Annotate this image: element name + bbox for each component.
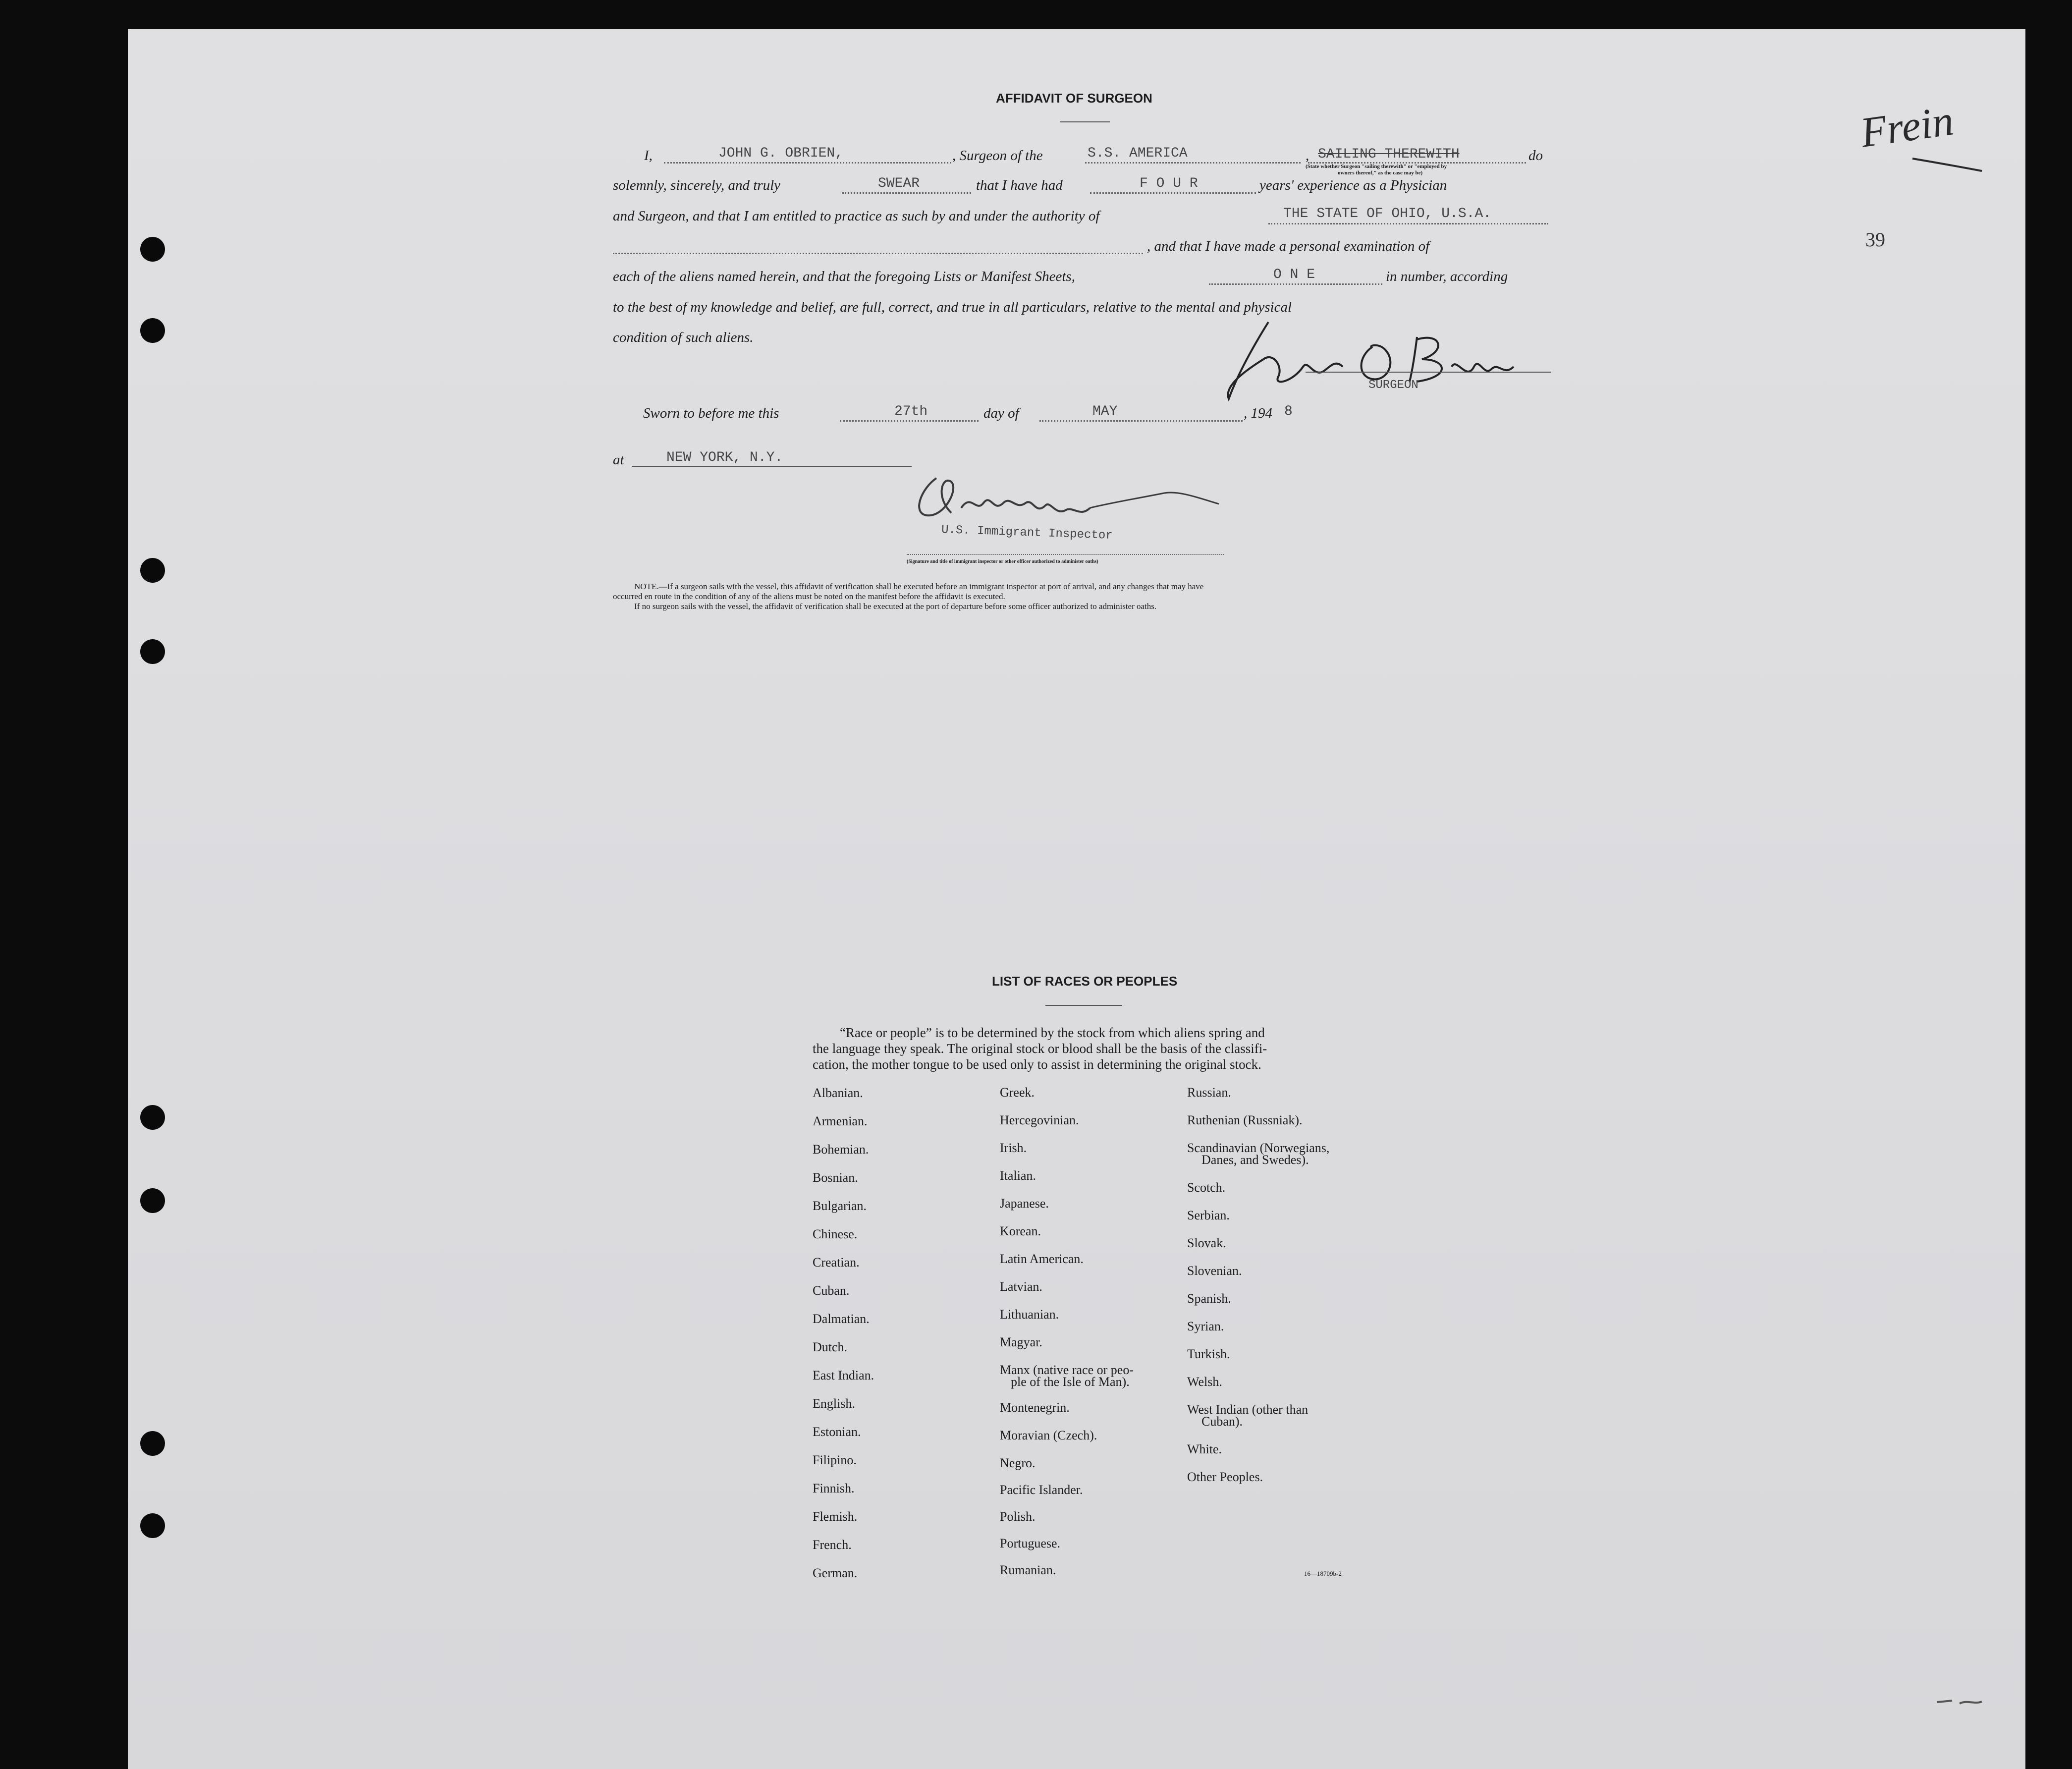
race-west-indian: West Indian (other than (1187, 1402, 1309, 1417)
document-page (128, 29, 2025, 1769)
inspector-line (907, 554, 1224, 555)
note-line-1: NOTE.—If a surgeon sails with the vessel, this affidavit of verification shall be executed before an immigrant inspector at port of arrival, and any changes that may have (634, 582, 1204, 591)
form-number: 16—18709b-2 (1304, 1570, 1342, 1577)
sheets-line (1209, 283, 1382, 285)
race-scandinavian-cont: Danes, and Swedes). (1201, 1153, 1309, 1167)
race-other-peoples: Other Peoples. (1187, 1470, 1263, 1484)
races-intro-3: cation, the mother tongue to be used only to assist in determining the original stock. (813, 1057, 1261, 1072)
sworn-month-line (1039, 420, 1243, 422)
sworn-text-b: day of (983, 405, 1019, 421)
authority-line-2 (613, 253, 1143, 254)
race-west-indian-cont: Cuban). (1201, 1414, 1243, 1429)
surgeon-signature (1209, 312, 1536, 406)
race-moravian: Moravian (Czech). (1000, 1428, 1097, 1442)
binder-hole (140, 558, 165, 583)
line1-i: I, (644, 148, 653, 164)
race-dalmatian: Dalmatian. (813, 1312, 870, 1326)
affidavit-title: AFFIDAVIT OF SURGEON (996, 91, 1152, 106)
binder-hole (140, 1105, 165, 1130)
race-slovenian: Slovenian. (1187, 1264, 1242, 1278)
race-russian: Russian. (1187, 1085, 1231, 1100)
surgeon-label: SURGEON (1368, 379, 1418, 392)
sworn-day: 27th (894, 404, 928, 419)
sailing-note-2: owners thereof," as the case may be) (1338, 170, 1423, 176)
race-negro: Negro. (1000, 1456, 1036, 1470)
comma: , (1306, 148, 1309, 164)
ship-line (1085, 162, 1301, 164)
line2-solemnly: solemnly, sincerely, and truly (613, 177, 781, 193)
inspector-title: U.S. Immigrant Inspector (941, 523, 1113, 543)
race-bulgarian: Bulgarian. (813, 1199, 867, 1213)
surgeon-signature-line (1306, 372, 1551, 373)
binder-hole (140, 639, 165, 664)
handwritten-underline (1912, 149, 1987, 178)
race-irish: Irish. (1000, 1141, 1027, 1155)
ship-name: S.S. AMERICA (1088, 146, 1188, 161)
sailing-note-1: (State whether Surgeon "sailing therewith" or "employed by (1306, 164, 1447, 169)
line5-text-b: in number, according (1386, 269, 1508, 284)
page-number: 39 (1865, 228, 1885, 251)
line1-do: do (1528, 148, 1543, 164)
race-dutch: Dutch. (813, 1340, 848, 1354)
race-white: White. (1187, 1442, 1222, 1456)
race-bohemian: Bohemian. (813, 1142, 869, 1157)
race-turkish: Turkish. (1187, 1347, 1230, 1361)
oath-line (842, 192, 971, 194)
line1-surgeon-of: , Surgeon of the (952, 148, 1043, 164)
race-lithuanian: Lithuanian. (1000, 1307, 1059, 1322)
binder-hole (140, 237, 165, 262)
authority-line (1268, 223, 1548, 224)
race-armenian: Armenian. (813, 1114, 868, 1128)
line6-text: to the best of my knowledge and belief, are full, correct, and true in all particulars, relative to the mental and physical (613, 299, 1292, 315)
race-scandinavian: Scandinavian (Norwegians, (1187, 1141, 1330, 1155)
race-rumanian: Rumanian. (1000, 1563, 1056, 1577)
race-latvian: Latvian. (1000, 1279, 1042, 1294)
edge-mark (1937, 1695, 1987, 1710)
races-intro-2: the language they speak. The original stock or blood shall be the basis of the classifi- (813, 1041, 1267, 1056)
race-finnish: Finnish. (813, 1481, 855, 1495)
race-east-indian: East Indian. (813, 1368, 874, 1382)
years-line (1090, 192, 1256, 194)
race-estonian: Estonian. (813, 1425, 861, 1439)
note-line-3: If no surgeon sails with the vessel, the affidavit of verification shall be executed at the port of departure before some officer authorized to administer oaths. (634, 602, 1157, 611)
race-portuguese: Portuguese. (1000, 1536, 1061, 1550)
races-title: LIST OF RACES OR PEOPLES (992, 974, 1178, 989)
oath: SWEAR (878, 176, 920, 191)
race-korean: Korean. (1000, 1224, 1041, 1238)
race-german: German. (813, 1566, 858, 1580)
line5-text-a: each of the aliens named herein, and that the foregoing Lists or Manifest Sheets, (613, 269, 1075, 284)
inspector-signature (902, 468, 1224, 528)
race-manx: Manx (native race or peo- (1000, 1363, 1134, 1377)
at-line (632, 466, 912, 467)
race-magyar: Magyar. (1000, 1335, 1042, 1349)
race-cuban: Cuban. (813, 1283, 850, 1298)
races-title-underline (1045, 1005, 1122, 1006)
at-label: at (613, 452, 624, 468)
race-flemish: Flemish. (813, 1509, 858, 1524)
sheets-count: O N E (1273, 267, 1315, 282)
sailing-status: SAILING THEREWITH (1318, 147, 1460, 162)
surgeon-name-line (664, 162, 951, 164)
race-pacific-islander: Pacific Islander. (1000, 1483, 1083, 1497)
race-french: French. (813, 1538, 852, 1552)
races-intro-1: “Race or people” is to be determined by the stock from which aliens spring and (840, 1025, 1265, 1040)
race-filipino: Filipino. (813, 1453, 857, 1467)
race-serbian: Serbian. (1187, 1208, 1230, 1222)
sworn-text-c: , 194 (1244, 405, 1272, 421)
sworn-year-digit: 8 (1284, 404, 1293, 419)
line3-text: and Surgeon, and that I am entitled to practice as such by and under the authority of (613, 208, 1100, 224)
race-welsh: Welsh. (1187, 1375, 1222, 1389)
binder-hole (140, 1188, 165, 1213)
race-japanese: Japanese. (1000, 1196, 1049, 1211)
race-creatian: Creatian. (813, 1255, 860, 1270)
race-bosnian: Bosnian. (813, 1170, 858, 1185)
race-slovak: Slovak. (1187, 1236, 1226, 1250)
years-count: F O U R (1140, 176, 1198, 191)
inspector-caption: (Signature and title of immigrant inspector or other officer authorized to administer oaths) (907, 559, 1098, 564)
race-polish: Polish. (1000, 1509, 1036, 1524)
handwritten-note: Frein (1857, 96, 1957, 157)
sworn-text-a: Sworn to before me this (643, 405, 779, 421)
sworn-month: MAY (1092, 404, 1118, 419)
line2-years-exp: years' experience as a Physician (1259, 177, 1447, 193)
race-montenegrin: Montenegrin. (1000, 1400, 1070, 1415)
race-spanish: Spanish. (1187, 1291, 1231, 1306)
binder-hole (140, 1513, 165, 1538)
title-underline (1060, 121, 1110, 122)
note-line-2: occurred en route in the condition of any of the aliens must be noted on the manifest before the affidavit is executed. (613, 592, 1005, 601)
race-ruthenian: Ruthenian (Russniak). (1187, 1113, 1303, 1127)
surgeon-name: JOHN G. OBRIEN, (718, 146, 844, 161)
sworn-day-line (840, 420, 979, 422)
race-latin-american: Latin American. (1000, 1252, 1084, 1266)
binder-hole (140, 1431, 165, 1456)
race-syrian: Syrian. (1187, 1319, 1224, 1333)
race-hercegovinian: Hercegovinian. (1000, 1113, 1079, 1127)
race-italian: Italian. (1000, 1168, 1036, 1183)
race-manx-cont: ple of the Isle of Man). (1011, 1375, 1130, 1389)
authority: THE STATE OF OHIO, U.S.A. (1283, 206, 1492, 221)
race-greek: Greek. (1000, 1085, 1035, 1100)
at-place: NEW YORK, N.Y. (666, 450, 783, 465)
line7-text: condition of such aliens. (613, 330, 754, 345)
binder-hole (140, 318, 165, 343)
line2-that-had: that I have had (976, 177, 1063, 193)
line4-text: , and that I have made a personal examination of (1147, 238, 1430, 254)
race-scotch: Scotch. (1187, 1180, 1226, 1195)
race-chinese: Chinese. (813, 1227, 858, 1241)
race-albanian: Albanian. (813, 1086, 863, 1100)
race-english: English. (813, 1396, 855, 1411)
